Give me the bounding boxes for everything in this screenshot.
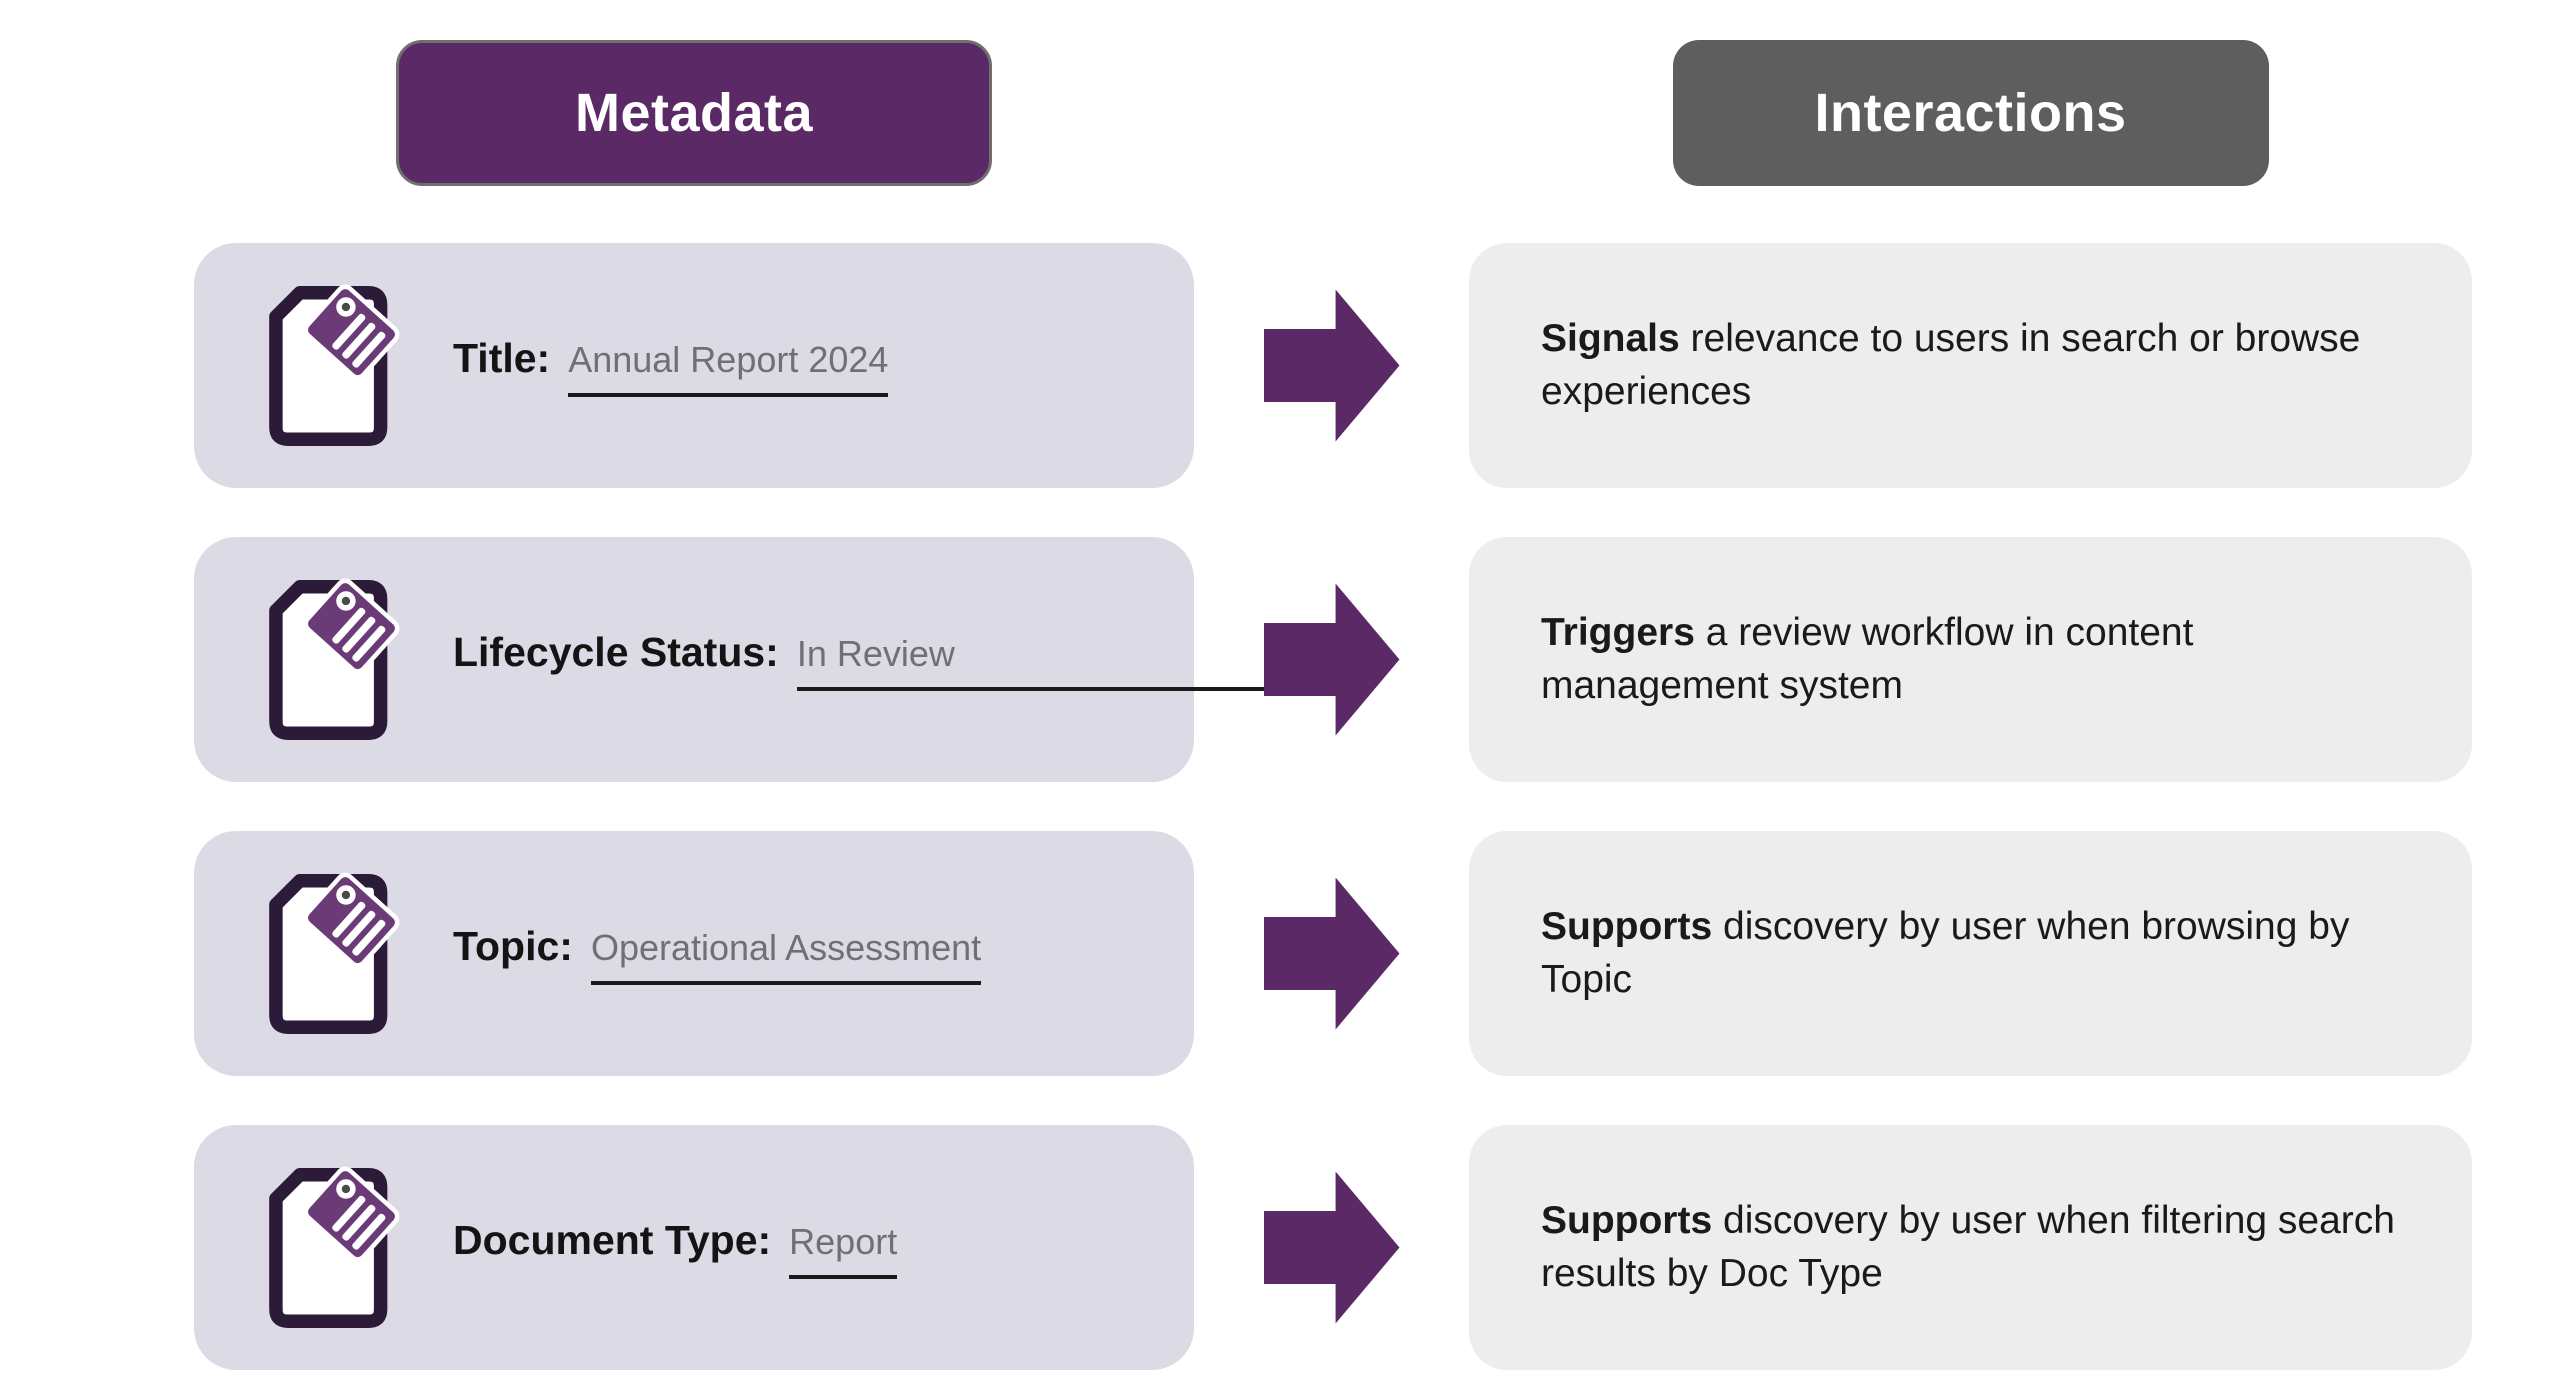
right-arrow-icon [1264,584,1400,736]
interaction-keyword: Supports [1541,1199,1713,1243]
interaction-text [1541,607,2402,712]
right-arrow-icon [1264,1172,1400,1324]
interaction-text [1541,901,2402,1006]
arrow-cell [1194,537,1469,782]
document-tag-icon [249,1155,421,1341]
row-document-type [194,1125,2560,1370]
interaction-card-title [1469,243,2472,488]
field-value: In Review [797,633,1285,691]
row-topic [194,831,2560,1076]
field-value: Report [789,1221,897,1279]
interaction-text [1541,1195,2402,1300]
field-value: Operational Assessment [591,927,981,985]
interaction-keyword: Supports [1541,905,1713,949]
document-tag-icon [249,567,421,753]
metadata-field-document-type [453,1217,897,1279]
row-title [194,243,2560,488]
interaction-description: relevance to users in search or browse experiences [1541,317,2361,413]
interaction-card-lifecycle-status [1469,537,2472,782]
interaction-text [1541,313,2402,418]
metadata-card-document-type [194,1125,1194,1370]
arrow-cell [1194,243,1469,488]
metadata-card-title [194,243,1194,488]
arrow-cell [1194,831,1469,1076]
document-tag-icon [249,861,421,1047]
metadata-card-lifecycle-status [194,537,1194,782]
right-arrow-icon [1264,290,1400,442]
interaction-description: discovery by user when browsing by Topic [1541,905,2350,1001]
field-label: Title: [453,334,551,381]
metadata-field-title [453,335,888,397]
arrow-cell [1194,1125,1469,1370]
metadata-card-topic [194,831,1194,1076]
document-tag-icon [249,273,421,459]
row-lifecycle-status [194,537,2560,782]
interaction-description: a review workflow in content management system [1541,611,2194,707]
metadata-field-lifecycle-status [453,629,1285,691]
field-label: Lifecycle Status: [453,628,779,675]
metadata-field-topic [453,923,981,985]
interaction-description: discovery by user when filtering search results by Doc Type [1541,1199,2395,1295]
metadata-column-header: Metadata [396,40,992,186]
right-arrow-icon [1264,878,1400,1030]
interaction-card-topic [1469,831,2472,1076]
field-value: Annual Report 2024 [568,339,888,397]
header-row [194,40,2560,186]
field-label: Document Type: [453,1216,772,1263]
field-label: Topic: [453,922,573,969]
interaction-card-document-type [1469,1125,2472,1370]
interaction-keyword: Signals [1541,317,1680,361]
interactions-column-header: Interactions [1673,40,2269,186]
interaction-keyword: Triggers [1541,611,1695,655]
